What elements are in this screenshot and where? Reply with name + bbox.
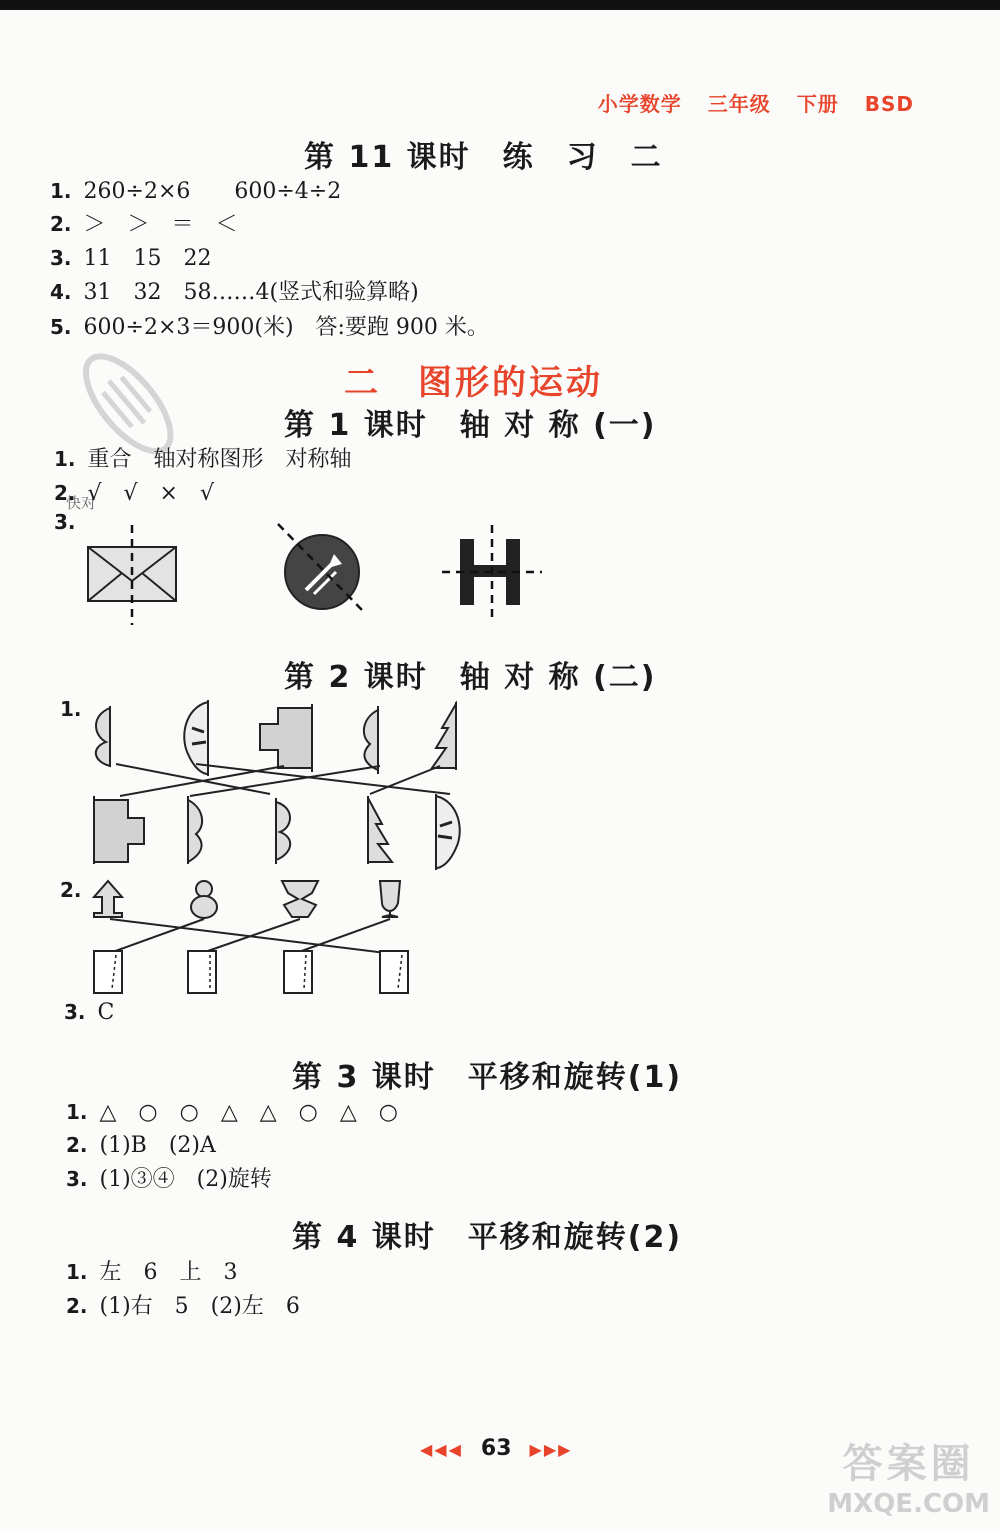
- answer-number: 2.: [60, 878, 82, 902]
- folded-paper-3: [284, 951, 312, 993]
- header-grade: 三年级: [707, 92, 771, 116]
- matching-diagram-1: [80, 698, 500, 873]
- answer-text: 31 32 58……4(竖式和验算略): [83, 280, 419, 305]
- lace-half-top: [364, 706, 378, 774]
- answer-text: (1)③④ (2)旋转: [99, 1167, 272, 1192]
- answer-number: 2.: [50, 212, 72, 236]
- left-arrows-icon: ◀◀◀: [420, 1440, 463, 1459]
- matching-diagram-2: [86, 875, 426, 1000]
- answer-number: 3.: [66, 1167, 88, 1191]
- answer-text: 重合 轴对称图形 对称轴: [87, 447, 352, 472]
- answer-line: [50, 174, 341, 205]
- answer-line: [66, 1095, 398, 1126]
- answer-line: [50, 275, 419, 306]
- answer-text: (1)B (2)A: [99, 1133, 216, 1158]
- answer-line: [66, 1255, 238, 1286]
- watermark-title: 答案圈: [842, 1441, 975, 1487]
- watermark-url: MXQE.COM: [827, 1489, 990, 1519]
- vase-shape-top: [282, 881, 318, 917]
- header-edition: BSD: [864, 92, 914, 116]
- answer-number: 2.: [54, 481, 76, 505]
- answer-number: 1.: [50, 179, 72, 203]
- header-volume: 下册: [796, 92, 839, 116]
- answer-number: 3.: [64, 1000, 86, 1024]
- lace-half-bottom: [188, 796, 202, 866]
- arrow-shape-top: [94, 881, 122, 917]
- top-border: [0, 0, 1000, 10]
- butterfly-half-top: [96, 706, 110, 768]
- answer-number: 1.: [66, 1100, 88, 1124]
- header-subject: 小学数学: [597, 92, 682, 116]
- answer-text: 600÷2×3＝900(米) 答:要跑 900 米。: [83, 315, 489, 340]
- answer-line: [50, 207, 238, 238]
- answer-line: [66, 1128, 216, 1159]
- butterfly-half-bottom: [276, 798, 290, 864]
- chapter-title: 二 图形的运动: [344, 363, 603, 403]
- answer-line: [50, 241, 212, 272]
- answer-number: 4.: [50, 280, 72, 304]
- tree-half-top: [432, 702, 456, 772]
- lesson4-title: 第 4 课时 平移和旋转(2): [292, 1220, 683, 1255]
- answer-text: C: [97, 1000, 115, 1025]
- answer-text: 11 15 22: [83, 246, 212, 271]
- answer-line: [66, 1289, 300, 1320]
- page-footer: [420, 1436, 572, 1461]
- page-number: 63: [480, 1436, 512, 1461]
- answer-text: 260÷2×6 600÷4÷2: [83, 179, 342, 204]
- answer-line: [66, 1162, 272, 1193]
- answer-number: 1.: [54, 447, 76, 471]
- answer-number: 2.: [66, 1294, 88, 1318]
- answer-number: 1.: [66, 1260, 88, 1284]
- answer-number: 1.: [60, 697, 82, 721]
- answer-number: 2.: [66, 1133, 88, 1157]
- gourd-shape-top: [191, 881, 217, 918]
- mask-half-bottom: [436, 794, 460, 870]
- answer-text: (1)右 5 (2)左 6: [99, 1294, 300, 1319]
- letter-h-figure: [440, 525, 545, 625]
- lesson2-title: 第 2 课时 轴 对 称 (二): [284, 660, 657, 695]
- right-arrows-icon: ▶▶▶: [529, 1440, 573, 1459]
- stamp-text: 快对: [66, 494, 97, 512]
- envelope-figure: [80, 525, 190, 625]
- shape-half-top: [260, 704, 312, 772]
- folded-paper-2: [188, 951, 216, 993]
- watermark: [827, 1432, 990, 1519]
- answer-number: 3.: [50, 246, 72, 270]
- answer-text: √ √ × √: [87, 481, 215, 506]
- tree-half-bottom: [368, 796, 392, 866]
- answer-line: [64, 1000, 114, 1025]
- lesson11-title: 第 11 课时 练 习 二: [304, 140, 663, 175]
- folded-paper-4: [380, 951, 408, 993]
- shape-half-bottom: [94, 796, 144, 866]
- page-header: [572, 88, 914, 117]
- answer-text: 左 6 上 3: [99, 1260, 238, 1285]
- lesson3-title: 第 3 课时 平移和旋转(1): [292, 1060, 683, 1095]
- answer-text: △ ○ ○ △ △ ○ △ ○: [99, 1100, 398, 1125]
- answer-number: 3.: [54, 510, 76, 534]
- lesson1-title: 第 1 课时 轴 对 称 (一): [284, 408, 657, 443]
- answer-line: [54, 476, 214, 507]
- answer-line: [54, 442, 352, 473]
- road-sign-figure: [272, 520, 372, 620]
- folded-paper-1: [94, 951, 122, 993]
- answer-number: 5.: [50, 315, 72, 339]
- goblet-shape-top: [380, 881, 400, 917]
- answer-text: ＞ ＞ ＝ ＜: [83, 212, 238, 237]
